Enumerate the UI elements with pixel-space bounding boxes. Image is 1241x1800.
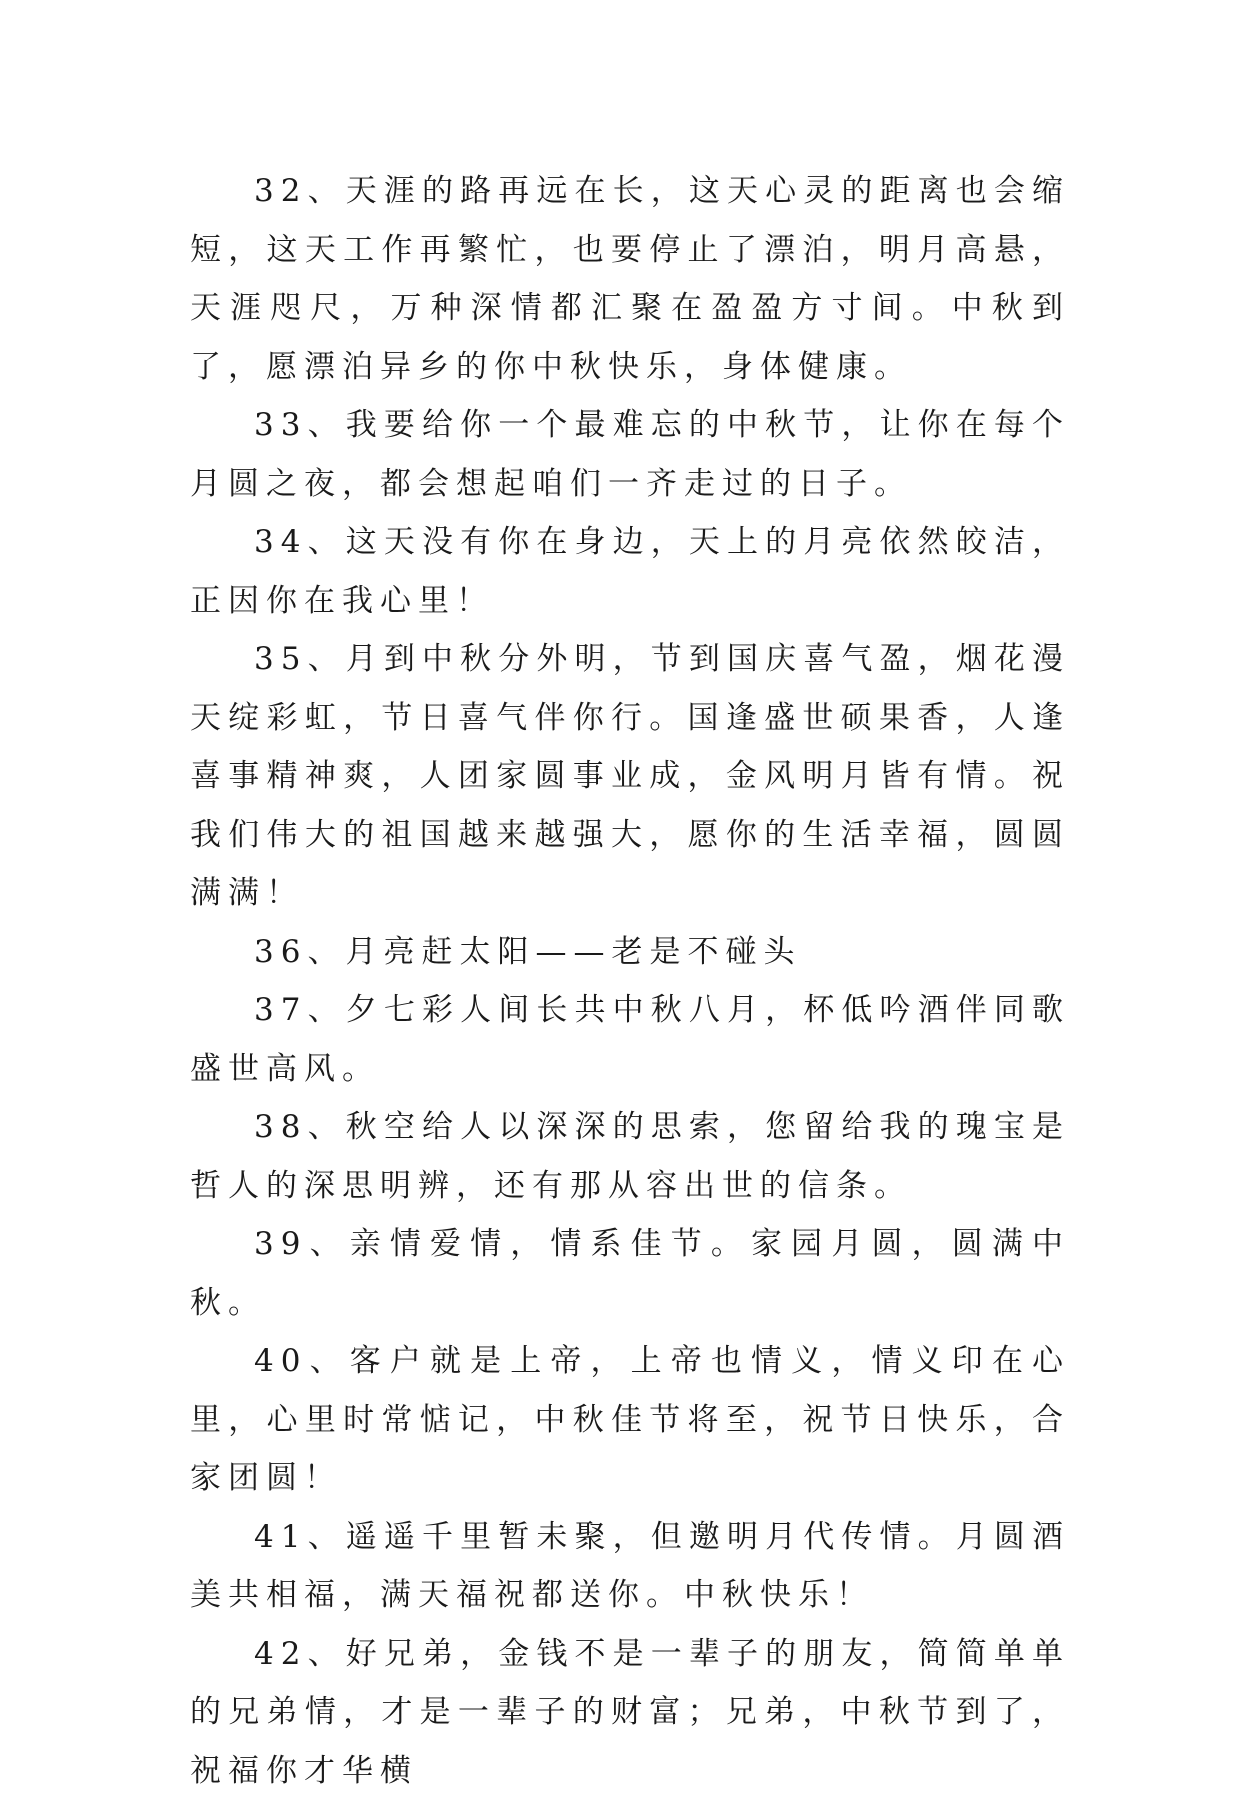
paragraph-36: 36、月亮赶太阳——老是不碰头 [190,923,1070,982]
document-body [190,162,1070,1800]
paragraph-42: 42、好兄弟，金钱不是一辈子的朋友，简简单单的兄弟情，才是一辈子的财富；兄弟，中秋节到了，祝福你才华横 [190,1625,1070,1800]
paragraph-35: 35、月到中秋分外明，节到国庆喜气盈，烟花漫天绽彩虹，节日喜气伴你行。国逢盛世硕果香，人逢喜事精神爽，人团家圆事业成，金风明月皆有情。祝我们伟大的祖国越来越强大，愿你的生活幸福，圆圆满满！ [190,630,1070,923]
paragraph-33: 33、我要给你一个最难忘的中秋节，让你在每个月圆之夜，都会想起咱们一齐走过的日子。 [190,396,1070,513]
paragraph-41: 41、遥遥千里暂未聚，但邀明月代传情。月圆酒美共相福，满天福祝都送你。中秋快乐！ [190,1508,1070,1625]
paragraph-37: 37、夕七彩人间长共中秋八月，杯低吟酒伴同歌盛世高风。 [190,981,1070,1098]
paragraph-34: 34、这天没有你在身边，天上的月亮依然皎洁，正因你在我心里！ [190,513,1070,630]
paragraph-40: 40、客户就是上帝，上帝也情义，情义印在心里，心里时常惦记，中秋佳节将至，祝节日快乐，合家团圆！ [190,1332,1070,1508]
paragraph-38: 38、秋空给人以深深的思索，您留给我的瑰宝是哲人的深思明辨，还有那从容出世的信条。 [190,1098,1070,1215]
paragraph-39: 39、亲情爱情，情系佳节。家园月圆，圆满中秋。 [190,1215,1070,1332]
paragraph-32: 32、天涯的路再远在长，这天心灵的距离也会缩短，这天工作再繁忙，也要停止了漂泊，明月高悬，天涯咫尺，万种深情都汇聚在盈盈方寸间。中秋到了，愿漂泊异乡的你中秋快乐，身体健康。 [190,162,1070,396]
